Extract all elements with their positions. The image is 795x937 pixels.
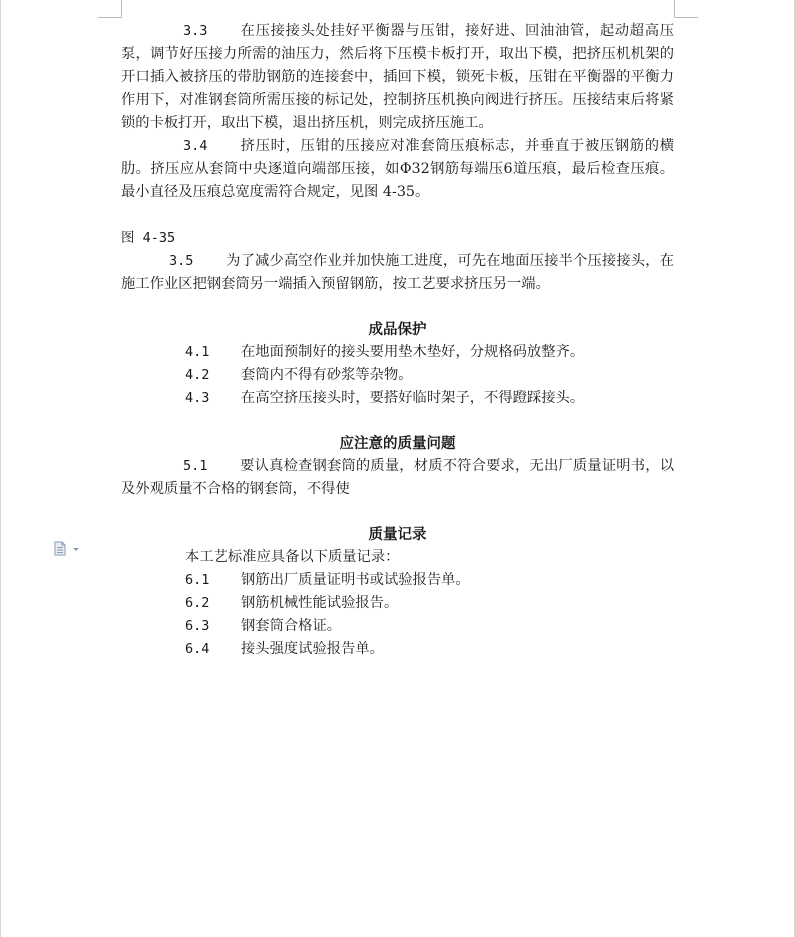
item-text: 套筒内不得有砂浆等杂物。 (241, 367, 413, 383)
list-item-4-3 (121, 387, 674, 410)
paragraph-number: 3.5 (169, 253, 194, 269)
crop-mark-top-left (121, 0, 122, 18)
paragraph-text: 挤压时，压钳的压接应对准套筒压痕标志，并垂直于被压钢筋的横肋。挤压应从套筒中央逐道向端部压接，如Φ32钢筋每端压6道压痕，最后检查压痕。最小直径及压痕总宽度需符合规定，见图 4-35。 (121, 138, 674, 200)
heading-product-protection: 成品保护 (368, 321, 427, 338)
list-item-6-3 (121, 615, 674, 638)
page-edge-left (0, 0, 1, 937)
list-item-6-1 (121, 569, 674, 592)
records-intro: 本工艺标准应具备以下质量记录： (185, 549, 400, 565)
blank-line (121, 296, 674, 318)
blank-line (121, 501, 674, 523)
heading-quality-records: 质量记录 (368, 526, 427, 543)
item-number: 4.1 (185, 344, 210, 360)
document-options-icon[interactable] (54, 541, 82, 557)
paragraph-3-3 (121, 20, 674, 135)
list-item-6-4 (121, 638, 674, 661)
item-text: 接头强度试验报告单。 (241, 641, 384, 657)
item-text: 钢套筒合格证。 (241, 618, 342, 634)
list-item-4-1 (121, 341, 674, 364)
list-item-6-2 (121, 592, 674, 615)
item-number: 6.3 (185, 618, 210, 634)
list-item-4-2 (121, 364, 674, 387)
item-text: 在地面预制好的接头要用垫木垫好，分规格码放整齐。 (241, 344, 585, 360)
paragraph-number: 5.1 (183, 458, 208, 474)
paragraph-5-1 (121, 455, 674, 501)
item-number: 4.2 (185, 367, 210, 383)
paragraph-3-5 (121, 250, 674, 296)
item-text: 在高空挤压接头时，要搭好临时架子，不得蹬踩接头。 (241, 390, 585, 406)
paragraph-number: 3.3 (183, 23, 208, 39)
paragraph-text: 为了减少高空作业并加快施工进度，可先在地面压接半个压接接头，在施工作业区把钢套筒另一端插入预留钢筋，按工艺要求挤压另一端。 (121, 253, 674, 292)
blank-line (121, 410, 674, 432)
crop-mark-top-right (674, 17, 698, 18)
item-number: 6.2 (185, 595, 210, 611)
crop-mark-top-right (674, 0, 675, 18)
item-number: 6.1 (185, 572, 210, 588)
item-text: 钢筋出厂质量证明书或试验报告单。 (241, 572, 470, 588)
document-body[interactable] (121, 20, 674, 661)
paragraph-number: 3.4 (183, 138, 208, 154)
blank-line (121, 204, 674, 227)
item-text: 钢筋机械性能试验报告。 (241, 595, 399, 611)
paragraph-3-4 (121, 135, 674, 204)
figure-label: 图 4-35 (121, 230, 176, 246)
item-number: 4.3 (185, 390, 210, 406)
heading-quality-issues: 应注意的质量问题 (339, 435, 456, 452)
document-options-icon-graphic (54, 541, 82, 557)
paragraph-text: 要认真检查钢套筒的质量，材质不符合要求，无出厂质量证明书，以及外观质量不合格的钢套筒，不得使 (121, 458, 674, 497)
paragraph-text: 在压接接头处挂好平衡器与压钳，接好进、回油油管，起动超高压泵，调节好压接力所需的油压力，然后将下压模卡板打开，取出下模，把挤压机机架的开口插入被挤压的带肋钢筋的连接套中，插回下模，锁死卡板，压钳在平衡器的平衡力作用下，对准钢套筒所需压接的标记处，控制挤压机换向阀进行挤压。压接结束后将紧锁的卡板打开，取出下模，退出挤压机，则完成挤压施工。 (121, 23, 674, 131)
item-number: 6.4 (185, 641, 210, 657)
crop-mark-top-left (98, 17, 122, 18)
